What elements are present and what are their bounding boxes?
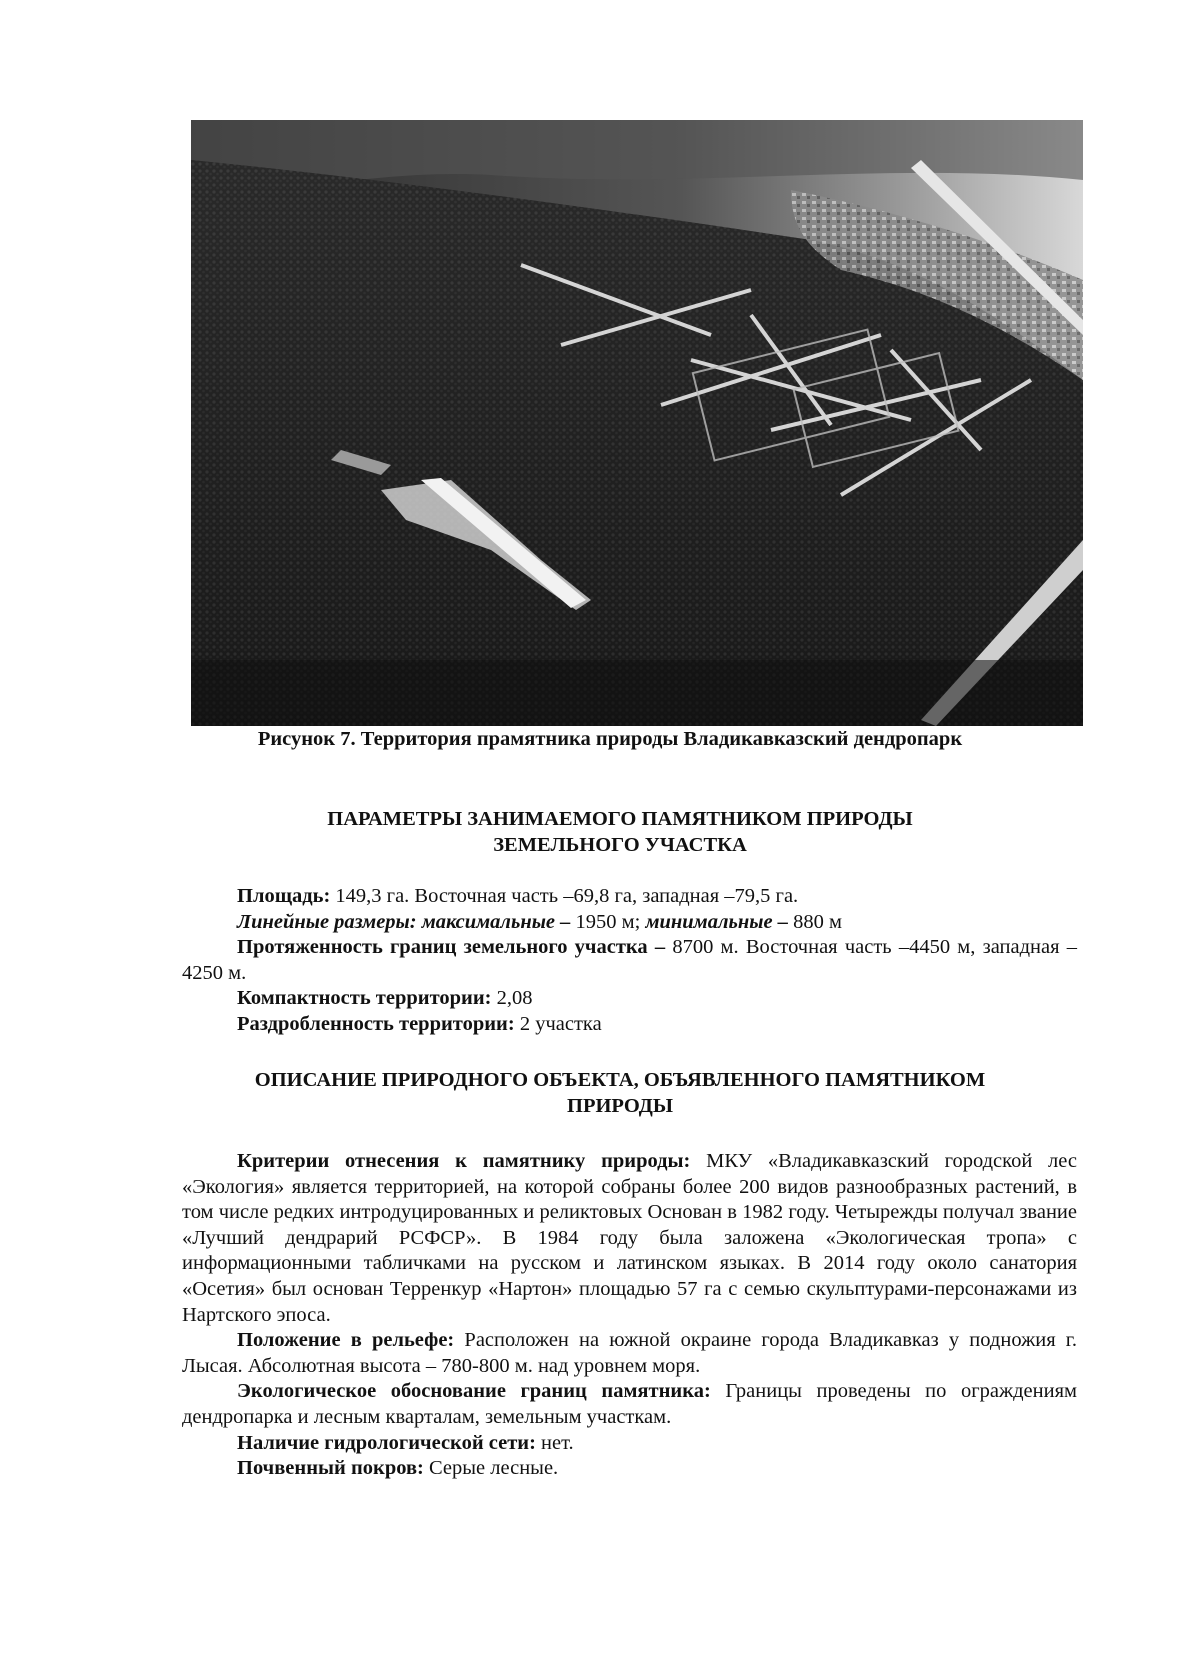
border-length-value: 8700 м. Восточная часть –4450 м, западная –4250 м. bbox=[182, 936, 1077, 984]
section-heading-description bbox=[180, 1067, 1060, 1119]
aerial-photo-drawing bbox=[191, 120, 1083, 726]
area-paragraph bbox=[182, 884, 1077, 910]
soil-text: Серые лесные. bbox=[423, 1457, 559, 1480]
soil-paragraph bbox=[182, 1456, 1077, 1482]
hydrology-label: Наличие гидрологической сети: bbox=[237, 1431, 536, 1454]
heading-line: ПАРАМЕТРЫ ЗАНИМАЕМОГО ПАМЯТНИКОМ ПРИРОДЫ bbox=[327, 808, 913, 830]
hydrology-text: нет. bbox=[535, 1431, 574, 1454]
section-heading-parameters bbox=[180, 806, 1060, 858]
aerial-photo bbox=[191, 120, 1083, 726]
border-length-label: Протяженность границ земельного участка – bbox=[237, 936, 666, 959]
eco-justification-text: Границы проведены по ограждениям дендропарка и лесным кварталам, земельным участкам. bbox=[182, 1380, 1077, 1428]
criteria-paragraph bbox=[182, 1149, 1077, 1328]
hydrology-paragraph bbox=[182, 1431, 1077, 1457]
heading-line: ОПИСАНИЕ ПРИРОДНОГО ОБЪЕКТА, ОБЪЯВЛЕННОГО ПАМЯТНИКОМ bbox=[254, 1069, 986, 1091]
criteria-text: МКУ «Владикавказский городской лес «Экология» является территорией, на которой собраны более 200 видов разнообразных растений, в том числе редких интродуцированных и реликтовых Основан в 1982 году. Четырежды получал звание «Лучший дендрарий РСФСР». В 1984 году была заложена «Экологическая тропа» с информационными табличками на русском и латинском языках. В 2014 году около санатория «Осетия» был основан Терренкур «Нартон» площадью 57 га с семью скульптурами-персонажами из Нартского эпоса. bbox=[182, 1150, 1077, 1326]
relief-label: Положение в рельефе: bbox=[237, 1329, 455, 1352]
relief-text: Расположен на южной окраине города Владикавказ у подножия г. Лысая. Абсолютная высота – 780-800 м. над уровнем моря. bbox=[182, 1329, 1077, 1377]
compactness-value: 2,08 bbox=[491, 987, 533, 1010]
fragmentation-value: 2 участка bbox=[514, 1013, 602, 1035]
figure-caption: Рисунок 7. Территория прамятника природы Владикавказский дендропарк bbox=[257, 728, 963, 750]
border-length-paragraph bbox=[182, 935, 1077, 986]
compactness-label: Компактность территории: bbox=[237, 987, 492, 1010]
linear-size-min-label: минимальные – bbox=[645, 910, 788, 933]
linear-size-label: Линейные размеры: максимальные – bbox=[237, 910, 571, 933]
eco-justification-paragraph bbox=[182, 1379, 1077, 1430]
relief-paragraph bbox=[182, 1328, 1077, 1379]
linear-size-max: 1950 м; bbox=[570, 910, 646, 933]
linear-size-paragraph bbox=[182, 910, 1077, 936]
fragmentation-paragraph bbox=[182, 1012, 1077, 1038]
eco-justification-label: Экологическое обоснование границ памятника: bbox=[237, 1380, 711, 1403]
criteria-label: Критерии отнесения к памятнику природы: bbox=[237, 1150, 691, 1172]
linear-size-min: 880 м bbox=[787, 910, 842, 933]
area-value: 149,3 га. Восточная часть –69,8 га, западная –79,5 га. bbox=[330, 885, 799, 907]
heading-line: ПРИРОДЫ bbox=[567, 1095, 673, 1117]
area-label: Площадь: bbox=[237, 885, 331, 907]
soil-label: Почвенный покров: bbox=[237, 1457, 424, 1480]
fragmentation-label: Раздробленность территории: bbox=[237, 1013, 515, 1035]
heading-line: ЗЕМЕЛЬНОГО УЧАСТКА bbox=[493, 834, 747, 856]
compactness-paragraph bbox=[182, 986, 1077, 1012]
